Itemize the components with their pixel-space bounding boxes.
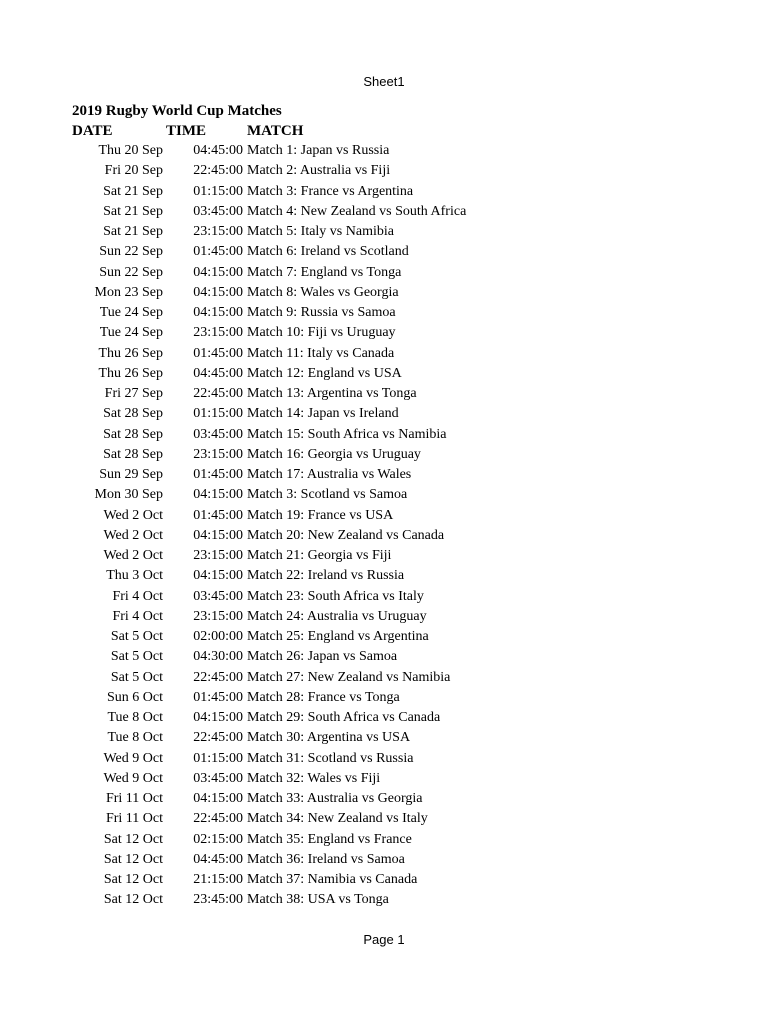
cell-date: Tue 8 Oct: [107, 730, 163, 746]
cell-match: Match 19: France vs USA: [247, 507, 394, 523]
cell-date: Sat 5 Oct: [110, 649, 163, 665]
page-footer-page-number: Page 1: [363, 932, 405, 947]
cell-time: 22:45:00: [193, 669, 243, 685]
cell-time: 04:15:00: [193, 487, 243, 503]
cell-date: Sat 21 Sep: [103, 183, 163, 199]
table-row: [0, 607, 768, 627]
cell-time: 23:15:00: [193, 608, 243, 624]
cell-match: Match 24: Australia vs Uruguay: [247, 608, 427, 624]
table-row: [0, 890, 768, 910]
table-header-row: [0, 121, 768, 141]
cell-time: 23:15:00: [193, 446, 243, 462]
cell-match: Match 31: Scotland vs Russia: [247, 750, 414, 766]
table-row: [0, 202, 768, 222]
cell-time: 23:15:00: [193, 224, 243, 239]
cell-match: Match 10: Fiji vs Uruguay: [247, 325, 396, 341]
table-row: [0, 344, 768, 364]
cell-date: Fri 4 Oct: [112, 588, 163, 604]
cell-match: Match 17: Australia vs Wales: [247, 467, 412, 482]
cell-date: Fri 11 Oct: [105, 791, 163, 806]
cell-match: Match 8: Wales vs Georgia: [247, 284, 399, 300]
cell-match: Match 29: South Africa vs Canada: [247, 710, 441, 725]
cell-date: Sat 5 Oct: [110, 669, 163, 685]
cell-date: Sat 28 Sep: [103, 406, 163, 422]
table-row: [0, 546, 768, 566]
cell-match: Match 9: Russia vs Samoa: [247, 305, 396, 320]
cell-match: Match 22: Ireland vs Russia: [247, 568, 405, 584]
table-row: [0, 850, 768, 870]
table-row: [0, 668, 768, 688]
table-row: [0, 161, 768, 181]
table-row: [0, 749, 768, 769]
cell-date: Thu 20 Sep: [98, 143, 163, 158]
table-row: [0, 809, 768, 829]
cell-match: Match 11: Italy vs Canada: [247, 345, 395, 361]
table-row: [0, 587, 768, 607]
table-row: [0, 728, 768, 748]
cell-date: Thu 26 Sep: [98, 345, 163, 361]
cell-time: 04:15:00: [193, 305, 243, 320]
cell-date: Sun 6 Oct: [107, 689, 163, 705]
cell-match: Match 25: England vs Argentina: [247, 629, 429, 644]
cell-time: 04:30:00: [193, 649, 243, 665]
cell-time: 01:15:00: [193, 750, 243, 766]
cell-match: Match 7: England vs Tonga: [247, 264, 402, 280]
cell-match: Match 6: Ireland vs Scotland: [247, 244, 409, 260]
cell-date: Fri 4 Oct: [112, 608, 163, 624]
table-row: [0, 222, 768, 242]
table-row: [0, 242, 768, 262]
table-row: [0, 769, 768, 789]
cell-time: 04:45:00: [193, 143, 243, 158]
cell-time: 03:45:00: [193, 203, 243, 219]
table-row: [0, 141, 768, 161]
table-row: [0, 445, 768, 465]
cell-date: Sun 29 Sep: [99, 467, 163, 482]
cell-time: 03:45:00: [193, 588, 243, 604]
cell-time: 01:15:00: [193, 406, 243, 422]
cell-match: Match 13: Argentina vs Tonga: [247, 386, 417, 401]
cell-time: 23:15:00: [193, 548, 243, 563]
table-row: [0, 708, 768, 728]
cell-time: 01:45:00: [193, 507, 243, 523]
cell-time: 04:45:00: [193, 365, 243, 381]
table-row: [0, 364, 768, 384]
match-table: [0, 141, 768, 911]
cell-time: 04:15:00: [193, 264, 243, 280]
cell-time: 02:15:00: [193, 831, 243, 847]
cell-time: 22:45:00: [193, 386, 243, 401]
table-row: [0, 506, 768, 526]
column-header-time: TIME: [166, 123, 207, 139]
cell-match: Match 14: Japan vs Ireland: [247, 406, 399, 422]
table-row: [0, 526, 768, 546]
cell-date: Thu 3 Oct: [106, 568, 163, 584]
cell-date: Tue 24 Sep: [99, 325, 163, 341]
cell-date: Wed 2 Oct: [103, 548, 163, 563]
table-row: [0, 566, 768, 586]
cell-date: Tue 24 Sep: [99, 305, 163, 320]
table-row: [0, 485, 768, 505]
cell-date: Sat 12 Oct: [103, 851, 163, 867]
cell-date: Sat 28 Sep: [103, 426, 163, 442]
cell-time: 01:15:00: [193, 183, 243, 199]
cell-date: Wed 9 Oct: [103, 770, 163, 786]
cell-date: Sat 21 Sep: [103, 203, 163, 219]
cell-match: Match 20: New Zealand vs Canada: [247, 527, 445, 543]
cell-match: Match 30: Argentina vs USA: [247, 730, 411, 746]
cell-date: Sat 12 Oct: [103, 892, 163, 908]
cell-date: Wed 2 Oct: [103, 527, 163, 543]
cell-time: 04:15:00: [193, 791, 243, 806]
cell-time: 01:45:00: [193, 467, 243, 482]
cell-match: Match 35: England vs France: [247, 831, 412, 847]
cell-date: Fri 27 Sep: [104, 386, 163, 401]
cell-match: Match 38: USA vs Tonga: [247, 892, 389, 908]
cell-match: Match 36: Ireland vs Samoa: [247, 851, 405, 867]
cell-match: Match 15: South Africa vs Namibia: [247, 426, 447, 442]
table-row: [0, 384, 768, 404]
table-row: [0, 647, 768, 667]
table-row: [0, 263, 768, 283]
cell-time: 04:45:00: [193, 851, 243, 867]
table-row: [0, 425, 768, 445]
cell-match: Match 27: New Zealand vs Namibia: [247, 669, 451, 685]
cell-time: 23:45:00: [193, 892, 243, 908]
cell-match: Match 33: Australia vs Georgia: [247, 791, 423, 806]
cell-date: Sat 5 Oct: [110, 629, 163, 644]
cell-match: Match 28: France vs Tonga: [247, 689, 400, 705]
cell-match: Match 1: Japan vs Russia: [247, 143, 390, 158]
table-row: [0, 830, 768, 850]
cell-date: Sun 22 Sep: [99, 244, 163, 260]
document-title: 2019 Rugby World Cup Matches: [72, 103, 282, 119]
cell-date: Wed 9 Oct: [103, 750, 163, 766]
table-row: [0, 465, 768, 485]
table-row: [0, 688, 768, 708]
cell-match: Match 32: Wales vs Fiji: [247, 770, 381, 786]
cell-time: 04:15:00: [193, 284, 243, 300]
cell-time: 22:45:00: [193, 811, 243, 827]
cell-time: 22:45:00: [193, 730, 243, 746]
cell-date: Tue 8 Oct: [107, 710, 163, 725]
table-row: [0, 870, 768, 890]
cell-date: Wed 2 Oct: [103, 507, 163, 523]
cell-time: 01:45:00: [193, 689, 243, 705]
cell-date: Mon 23 Sep: [94, 284, 163, 300]
cell-match: Match 4: New Zealand vs South Africa: [247, 203, 467, 219]
column-header-match: MATCH: [247, 123, 304, 139]
cell-time: 04:15:00: [193, 527, 243, 543]
cell-time: 01:45:00: [193, 244, 243, 260]
cell-match: Match 23: South Africa vs Italy: [247, 588, 424, 604]
cell-time: 02:00:00: [193, 629, 243, 644]
cell-date: Sun 22 Sep: [99, 264, 163, 280]
cell-date: Sat 21 Sep: [103, 224, 163, 239]
cell-time: 23:15:00: [193, 325, 243, 341]
cell-time: 01:45:00: [193, 345, 243, 361]
column-header-date: DATE: [72, 123, 113, 139]
cell-match: Match 3: Scotland vs Samoa: [247, 487, 408, 503]
table-row: [0, 323, 768, 343]
cell-date: Thu 26 Sep: [98, 365, 163, 381]
cell-time: 04:15:00: [193, 710, 243, 725]
cell-time: 21:15:00: [193, 872, 243, 887]
cell-match: Match 16: Georgia vs Uruguay: [247, 446, 421, 462]
cell-match: Match 3: France vs Argentina: [247, 183, 414, 199]
cell-match: Match 12: England vs USA: [247, 365, 402, 381]
table-row: [0, 303, 768, 323]
cell-match: Match 34: New Zealand vs Italy: [247, 811, 428, 827]
cell-date: Sat 12 Oct: [103, 831, 163, 847]
table-row: [0, 182, 768, 202]
table-row: [0, 789, 768, 809]
table-row: [0, 627, 768, 647]
cell-time: 03:45:00: [193, 426, 243, 442]
cell-time: 03:45:00: [193, 770, 243, 786]
cell-date: Fri 11 Oct: [105, 811, 163, 827]
cell-time: 22:45:00: [193, 163, 243, 179]
cell-date: Fri 20 Sep: [104, 163, 163, 179]
cell-match: Match 5: Italy vs Namibia: [247, 224, 394, 239]
cell-date: Sat 12 Oct: [103, 872, 163, 887]
cell-date: Sat 28 Sep: [103, 446, 163, 462]
cell-match: Match 37: Namibia vs Canada: [247, 872, 418, 887]
table-row: [0, 283, 768, 303]
cell-match: Match 26: Japan vs Samoa: [247, 649, 398, 665]
page-header-sheet-name: Sheet1: [363, 74, 405, 89]
cell-match: Match 2: Australia vs Fiji: [247, 163, 391, 179]
cell-match: Match 21: Georgia vs Fiji: [247, 548, 392, 563]
cell-time: 04:15:00: [193, 568, 243, 584]
table-row: [0, 404, 768, 424]
cell-date: Mon 30 Sep: [94, 487, 163, 503]
